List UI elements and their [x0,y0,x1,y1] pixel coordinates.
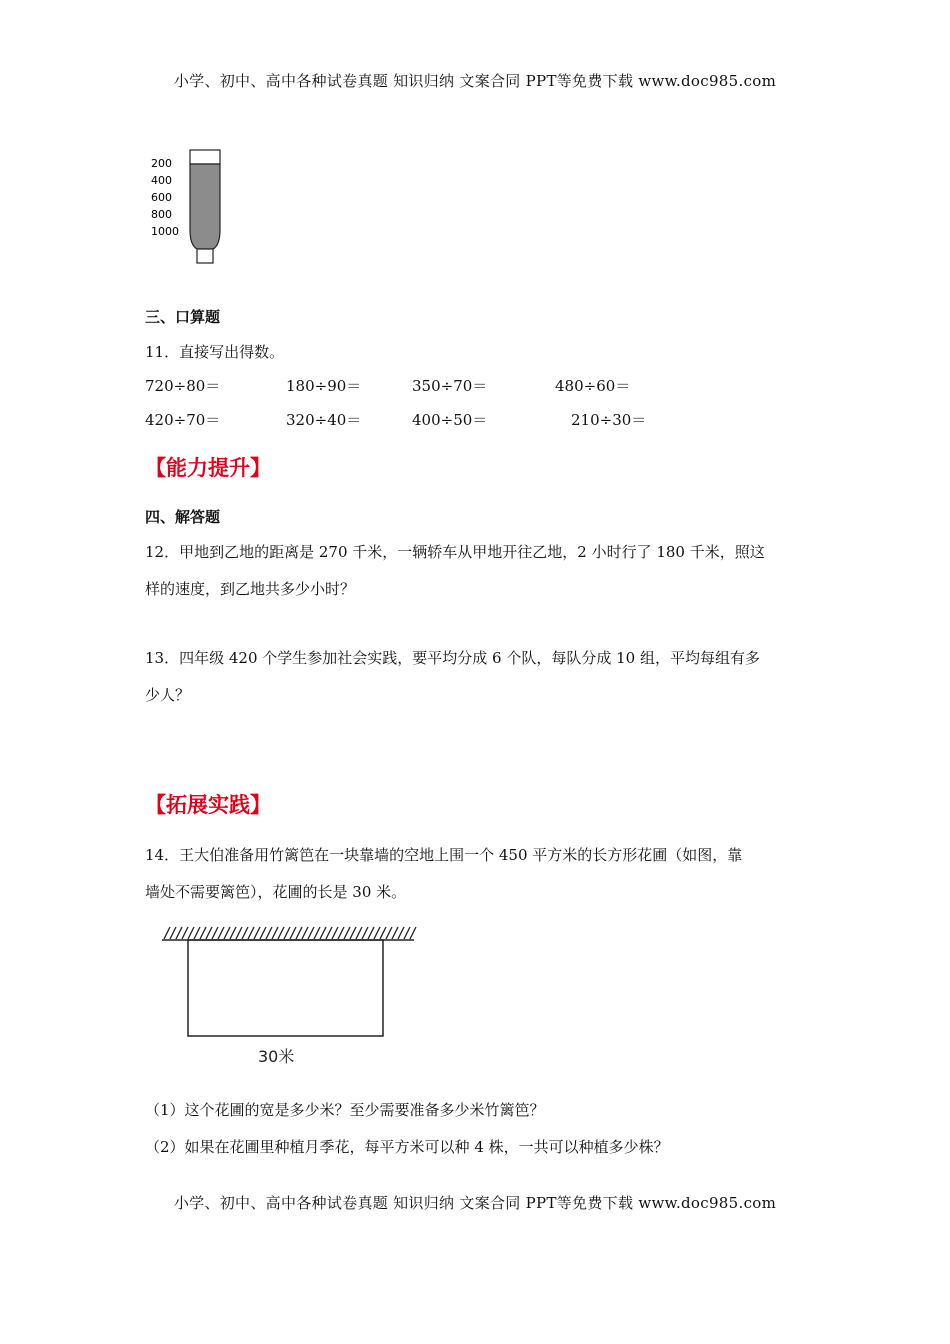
extension-section-title: 【拓展实践】 [145,793,271,817]
bottle-empty-top [190,150,220,164]
wall-hatch-stroke [302,927,308,939]
wall-hatch-stroke [296,927,302,939]
q12-line-1: 12．甲地到乙地的距离是 270 千米，一辆轿车从甲地开往乙地，2 小时行了 180 千米，照这 [145,543,765,561]
q14-sub-1: （1）这个花圃的宽是多少米？至少需要准备多少米竹篱笆？ [145,1101,545,1119]
wall-hatch-stroke [338,927,344,939]
wall-hatch-stroke [332,927,338,939]
wall-hatch-stroke [272,927,278,939]
wall-hatch-stroke [392,927,398,939]
wall-hatch-stroke [236,927,242,939]
wall-hatch-stroke [200,927,206,939]
q11-prompt: 11．直接写出得数。 [145,343,285,361]
wall-hatch-stroke [350,927,356,939]
q11-expr: 210÷30＝ [571,411,647,429]
wall-hatch-stroke [230,927,236,939]
wall-hatch-stroke [170,927,176,939]
q11-expr: 350÷70＝ [412,377,488,395]
bottle-water [190,164,220,249]
q11-expr: 480÷60＝ [555,377,631,395]
wall-hatch-stroke [356,927,362,939]
wall-hatch-stroke [182,927,188,939]
garden-length-label: 30米 [258,1047,295,1066]
wall-hatch-stroke [344,927,350,939]
scale-label-800: 800 [151,208,172,221]
wall-hatch-stroke [242,927,248,939]
wall-hatching [164,927,416,939]
wall-hatch-stroke [374,927,380,939]
scale-label-400: 400 [151,174,172,187]
q12-line-2: 样的速度，到乙地共多少小时？ [145,580,356,598]
q11-expr: 320÷40＝ [286,411,362,429]
ability-section-title: 【能力提升】 [145,456,271,480]
section-3-heading: 三、口算题 [145,308,221,326]
section-4-heading: 四、解答题 [145,508,221,526]
wall-hatch-stroke [320,927,326,939]
q11-expr: 180÷90＝ [286,377,362,395]
q13-line-2: 少人？ [145,686,191,704]
wall-hatch-stroke [206,927,212,939]
bottle-cap [197,249,213,263]
wall-hatch-stroke [308,927,314,939]
page-header: 小学、初中、高中各种试卷真题 知识归纳 文案合同 PPT等免费下载 www.doc985.com [173,72,777,90]
wall-hatch-stroke [404,927,410,939]
wall-hatch-stroke [212,927,218,939]
q14-line-2: 墙处不需要篱笆），花圃的长是 30 米。 [145,883,407,901]
wall-hatch-stroke [176,927,182,939]
wall-hatch-stroke [314,927,320,939]
scale-label-600: 600 [151,191,172,204]
wall-hatch-stroke [188,927,194,939]
wall-hatch-stroke [368,927,374,939]
q14-sub-2: （2）如果在花圃里种植月季花，每平方米可以种 4 株，一共可以种植多少株？ [145,1138,669,1156]
wall-hatch-stroke [164,927,170,939]
scale-label-200: 200 [151,157,172,170]
wall-hatch-stroke [254,927,260,939]
wall-hatch-stroke [266,927,272,939]
wall-hatch-stroke [386,927,392,939]
wall-hatch-stroke [248,927,254,939]
wall-hatch-stroke [260,927,266,939]
wall-hatch-stroke [278,927,284,939]
q13-line-1: 13．四年级 420 个学生参加社会实践，要平均分成 6 个队，每队分成 10 组，平均每组有多 [145,649,760,667]
q11-expr: 720÷80＝ [145,377,221,395]
wall-hatch-stroke [380,927,386,939]
scale-label-1000: 1000 [151,225,179,238]
q11-expr: 420÷70＝ [145,411,221,429]
wall-hatch-stroke [224,927,230,939]
wall-hatch-stroke [398,927,404,939]
q14-line-1: 14．王大伯准备用竹篱笆在一块靠墙的空地上围一个 450 平方米的长方形花圃（如图，靠 [145,846,743,864]
wall-hatch-stroke [290,927,296,939]
wall-hatch-stroke [218,927,224,939]
wall-hatch-stroke [410,927,416,939]
garden-rectangle [188,940,383,1036]
page-footer: 小学、初中、高中各种试卷真题 知识归纳 文案合同 PPT等免费下载 www.doc985.com [173,1194,777,1212]
wall-hatch-stroke [326,927,332,939]
q11-expr: 400÷50＝ [412,411,488,429]
wall-hatch-stroke [194,927,200,939]
wall-hatch-stroke [284,927,290,939]
measuring-bottle-figure [145,145,235,270]
wall-hatch-stroke [362,927,368,939]
garden-wall-figure [158,922,420,1067]
